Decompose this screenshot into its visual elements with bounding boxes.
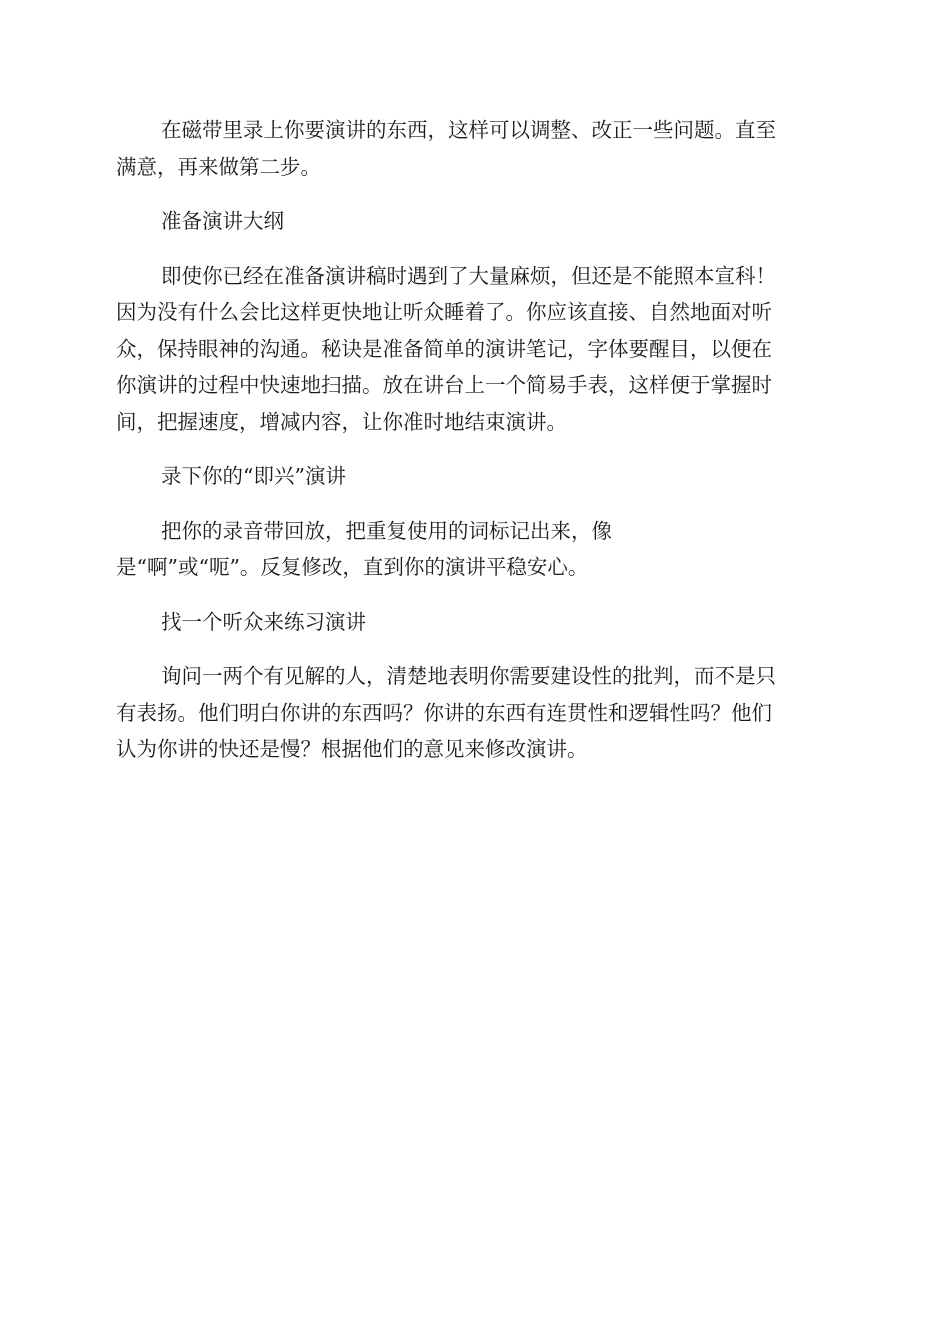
paragraph-line: 满意，再来做第二步。 [116, 154, 321, 179]
paragraph-line: 你演讲的过程中快速地扫描。放在讲台上一个简易手表，这样便于掌握时 [116, 373, 772, 397]
paragraph-outline [116, 258, 832, 441]
paragraph-line: 因为没有什么会比这样更快地让听众睡着了。你应该直接、自然地面对听 [116, 300, 772, 324]
document-body [116, 112, 832, 786]
paragraph-playback [116, 513, 832, 586]
paragraph-line: 在磁带里录上你要演讲的东西，这样可以调整、改正一些问题。直至 [161, 118, 776, 142]
paragraph-line: 间，把握速度，增减内容，让你准时地结束演讲。 [116, 409, 567, 434]
paragraph-line: 即使你已经在准备演讲稿时遇到了大量麻烦，但还是不能照本宣科！ [161, 263, 776, 288]
paragraph-line: 询问一两个有见解的人，清楚地表明你需要建设性的批判，而不是只 [161, 664, 776, 688]
heading-record-impromptu: 录下你的“即兴”演讲 [161, 464, 346, 488]
paragraph-record-tape [116, 112, 832, 185]
paragraph-line: 认为你讲的快还是慢？根据他们的意见来修改演讲。 [116, 737, 588, 761]
paragraph-line: 是“啊”或“呃”。反复修改，直到你的演讲平稳安心。 [116, 555, 589, 579]
paragraph-line: 有表扬。他们明白你讲的东西吗？你讲的东西有连贯性和逻辑性吗？他们 [116, 700, 772, 725]
heading-prepare-outline: 准备演讲大纲 [161, 209, 284, 233]
paragraph-line: 把你的录音带回放，把重复使用的词标记出来，像 [161, 518, 612, 543]
paragraph-line: 众，保持眼神的沟通。秘诀是准备简单的演讲笔记，字体要醒目，以便在 [116, 336, 772, 361]
paragraph-audience-feedback [116, 658, 832, 768]
heading-find-audience: 找一个听众来练习演讲 [161, 609, 366, 634]
